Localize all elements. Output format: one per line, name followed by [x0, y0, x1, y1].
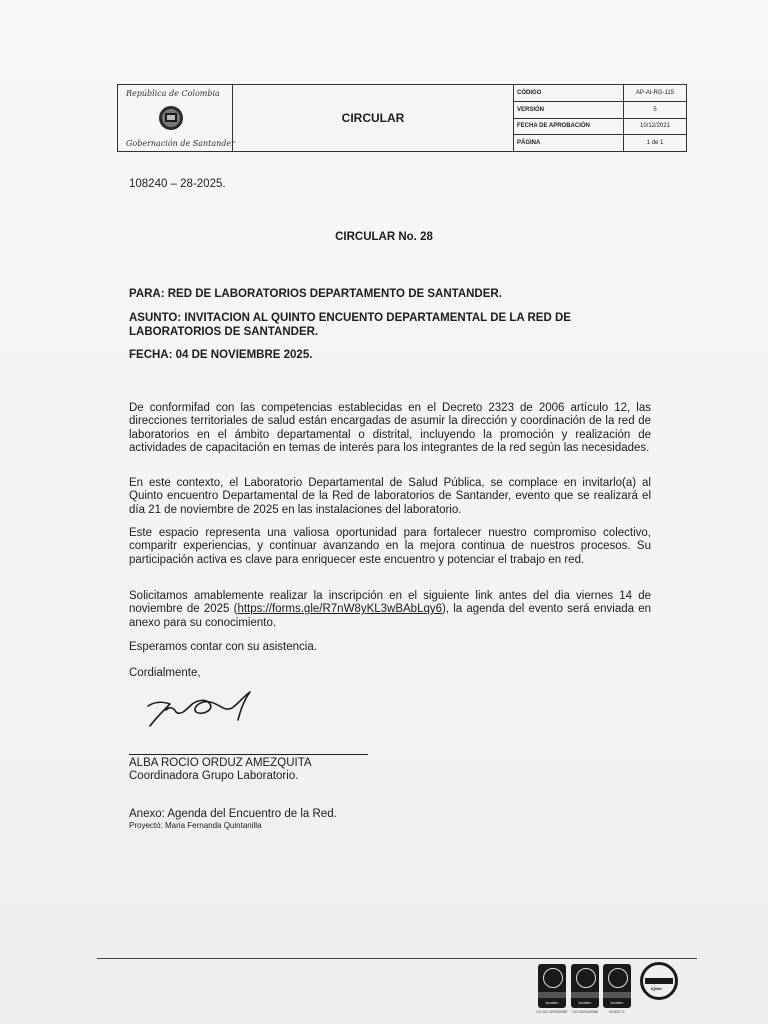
subject-line-1: ASUNTO: INVITACION AL QUINTO ENCUENTO DEPARTAMENTAL DE LA RED DE — [129, 312, 571, 324]
paragraph-1: De conformifad con las competencias establecidas en el Decreto 2323 de 2006 artículo 12, las direcciones territoriales de salud están encargadas de asumir la dirección y coordinación de la red de laboratorios en el ámbito departamental o distrital, incluyendo la promoción y realización de actividades de capacitación en temas de interés para los integrantes de la red según las necesidades. — [129, 402, 651, 455]
meta-row-approval-date — [514, 119, 686, 136]
logo-bottom-text: Gobernación de Santander — [126, 139, 235, 148]
registration-link[interactable]: https://forms.gle/R7nW8yKL3wBAbLqy6 — [237, 603, 443, 616]
circular-number: CIRCULAR No. 28 — [335, 231, 433, 243]
meta-value: 5 — [653, 106, 657, 113]
meta-row-version — [514, 102, 686, 119]
subject-line-2: LABORATORIOS DE SANTANDER. — [129, 326, 319, 338]
certification-badge-icon — [538, 964, 566, 1008]
cert-code: SC4317-1 — [609, 1010, 625, 1014]
institution-logo — [118, 85, 233, 151]
coat-of-arms-icon — [158, 105, 184, 131]
annex-line: Anexo: Agenda del Encuentro de la Red. — [129, 808, 337, 820]
paragraph-4-start: Solicitamos amablemente realizar la inscripción en el siguiente link antes del dia viernes 14 de noviembre de 2025 ( — [129, 590, 651, 616]
meta-value: 10/12/2021 — [639, 123, 671, 130]
closing-line: Esperamos contar con su asistencia. — [129, 641, 317, 653]
salutation: Cordialmente, — [129, 667, 201, 679]
header-meta — [514, 85, 686, 151]
paragraph-2: En este contexto, el Laboratorio Departamental de Salud Pública, se complace en invitarlo(a) al Quinto encuentro Departamental de la Red de laboratorios de Santander, evento que se realizará el día 21 de noviembre de 2025 en las instalaciones del laboratorio. — [129, 477, 651, 516]
meta-value: AP-AI-RG-115 — [635, 89, 675, 96]
cert-label: icontec — [578, 1000, 592, 1005]
meta-key: FECHA DE APROBACIÓN — [514, 119, 624, 135]
document-header-table — [117, 84, 687, 152]
signer-name: ALBA ROCIO ORDUZ AMEZQUITA — [129, 757, 312, 769]
meta-row-code — [514, 85, 686, 102]
paragraph-3: Este espacio representa una valiosa oportunidad para fortalecer nuestro compromiso colectivo, comparitr experiencias, y continuar avanzando en la mejora continua de nuestros procesos. Su participación activa es clave para enriquecer este encuentro y potenciar el trabajo en red. — [129, 527, 651, 566]
certification-badge-icon — [603, 964, 631, 1008]
footer-divider — [97, 958, 697, 959]
cert-label: icontec — [545, 1000, 559, 1005]
signer-role: Coordinadora Grupo Laboratorio. — [129, 770, 299, 782]
date-line: FECHA: 04 DE NOVIEMBRE 2025. — [129, 349, 313, 361]
meta-key: PÁGINA — [514, 135, 624, 151]
header-title: CIRCULAR — [233, 85, 514, 151]
paragraph-4 — [129, 590, 651, 630]
cert-label: icontec — [610, 1000, 624, 1005]
logo-top-text: República de Colombia — [126, 89, 220, 98]
cert-code: CO-CER440358 — [572, 1010, 598, 1014]
projected-by: Proyectó: Maria Fernanda Quintanilla — [129, 821, 262, 830]
iqnet-label: IQNet — [651, 986, 662, 991]
reference-number: 108240 – 28-2025. — [129, 178, 226, 190]
recipient-line: PARA: RED DE LABORATORIOS DEPARTAMENTO DE SANTANDER. — [129, 288, 502, 300]
meta-value: 1 de 1 — [646, 140, 664, 147]
certification-badge-icon — [571, 964, 599, 1008]
meta-key: VERSIÓN — [514, 102, 624, 118]
signature — [140, 686, 265, 734]
meta-key: CÓDIGO — [514, 85, 624, 101]
iqnet-logo-icon — [640, 962, 678, 1000]
meta-row-page — [514, 135, 686, 151]
paragraph-4-end: ), la agenda del evento será enviada en anexo para su conocimiento. — [129, 603, 651, 629]
signature-line — [129, 754, 368, 755]
cert-code: CO-SA-CER440357 — [536, 1010, 568, 1014]
